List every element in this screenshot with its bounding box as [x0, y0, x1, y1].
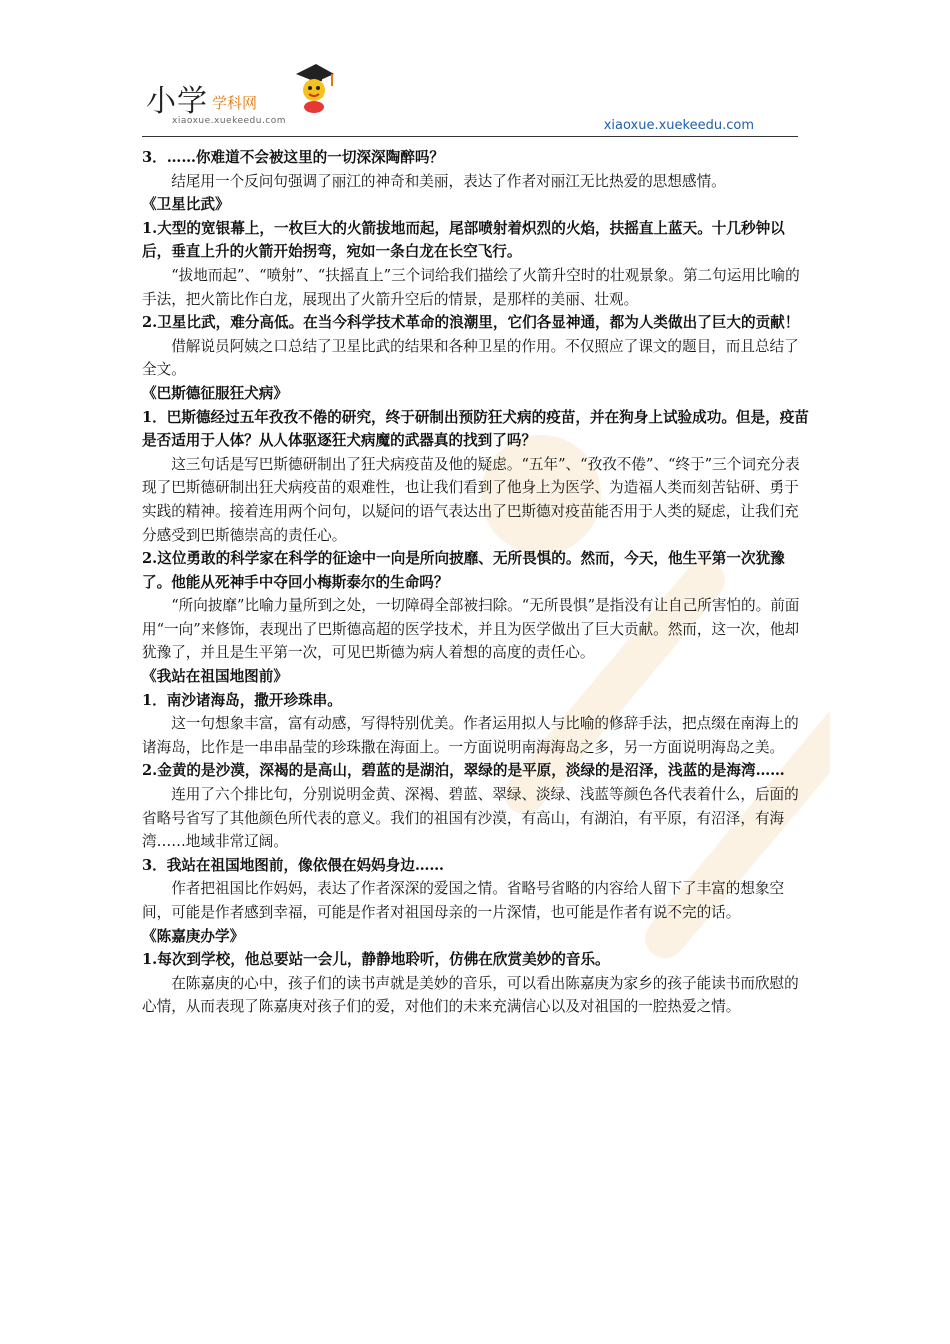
section-title: 《巴斯德征服狂犬病》 — [142, 384, 288, 402]
document-body — [142, 146, 812, 1019]
site-url[interactable]: xiaoxue.xuekeedu.com — [603, 118, 754, 133]
quoted-sentence: 1.大型的宽银幕上，一枚巨大的火箭拔地而起，尾部喷射着炽烈的火焰，扶摇直上蓝天。十几秒钟以后，垂直上升的火箭开始拐弯，宛如一条白龙在长空飞行。 — [142, 219, 785, 261]
page-header — [142, 58, 798, 138]
quoted-sentence: 3．……你难道不会被这里的一切深深陶醉吗？ — [142, 149, 445, 166]
quoted-sentence: 1．南沙诸海岛，撒开珍珠串。 — [142, 691, 342, 709]
analysis-paragraph: 连用了六个排比句，分别说明金黄、深褐、碧蓝、翠绿、淡绿、浅蓝等颜色各代表着什么，后面的省略号省写了其他颜色所代表的意义。我们的祖国有沙漠，有高山，有湖泊，有平原，有沼泽，有海湾……地域非常辽阔。 — [142, 786, 799, 851]
quoted-sentence: 1.每次到学校，他总要站一会儿，静静地聆听，仿佛在欣赏美妙的音乐。 — [142, 951, 610, 969]
quoted-sentence: 2.金黄的是沙漠，深褐的是高山，碧蓝的是湖泊，翠绿的是平原，淡绿的是沼泽，浅蓝的是海湾…… — [142, 762, 785, 780]
analysis-paragraph: 这一句想象丰富，富有动感，写得特别优美。作者运用拟人与比喻的修辞手法，把点缀在南海上的诸海岛，比作是一串串晶莹的珍珠撒在海面上。一方面说明南海海岛之多，另一方面说明海岛之美。 — [142, 715, 799, 756]
quoted-sentence: 3．我站在祖国地图前，像依偎在妈妈身边…… — [142, 856, 445, 874]
analysis-paragraph: 这三句话是写巴斯德研制出了狂犬病疫苗及他的疑虑。“五年”、“孜孜不倦”、“终于”三个词充分表现了巴斯德研制出狂犬病疫苗的艰难性，也让我们看到了他身上为医学、为造福人类而刻苦钻研、勇于实践的精神。接着连用两个问句，以疑问的语气表达出了巴斯德对疫苗能否用于人类的疑虑，让我们充分感受到巴斯德崇高的责任心。 — [142, 455, 800, 544]
quoted-sentence: 2.这位勇敢的科学家在科学的征途中一向是所向披靡、无所畏惧的。然而，今天，他生平第一次犹豫了。他能从死神手中夺回小梅斯泰尔的生命吗？ — [142, 550, 785, 591]
analysis-paragraph: 在陈嘉庚的心中，孩子们的读书声就是美妙的音乐，可以看出陈嘉庚为家乡的孩子能读书而欣慰的心情，从而表现了陈嘉庚对孩子们的爱，对他们的未来充满信心以及对祖国的一腔热爱之情。 — [142, 974, 799, 1016]
quoted-sentence: 1．巴斯德经过五年孜孜不倦的研究，终于研制出预防狂犬病的疫苗，并在狗身上试验成功。但是，疫苗是否适用于人体？从人体驱逐狂犬病魔的武器真的找到了吗？ — [142, 408, 809, 450]
logo-sub-text: xiaoxue.xuekeedu.com — [172, 116, 287, 126]
site-logo — [142, 58, 362, 134]
analysis-paragraph: 结尾用一个反问句强调了丽江的神奇和美丽，表达了作者对丽江无比热爱的思想感情。 — [171, 172, 726, 190]
analysis-paragraph: 借解说员阿姨之口总结了卫星比武的结果和各种卫星的作用。不仅照应了课文的题目，而且总结了全文。 — [142, 337, 799, 379]
analysis-paragraph: “拔地而起”、“喷射”、“扶摇直上”三个词给我们描绘了火箭升空时的壮观景象。第二句运用比喻的手法，把火箭比作白龙，展现出了火箭升空后的情景，是那样的美丽、壮观。 — [142, 266, 800, 308]
analysis-paragraph: 作者把祖国比作妈妈，表达了作者深深的爱国之情。省略号省略的内容给人留下了丰富的想象空间，可能是作者感到幸福，可能是作者对祖国母亲的一片深情，也可能是作者有说不完的话。 — [142, 880, 785, 921]
section-title: 《我站在祖国地图前》 — [142, 668, 288, 686]
section-title: 《陈嘉庚办学》 — [142, 927, 245, 945]
analysis-paragraph: “所向披靡”比喻力量所到之处，一切障碍全部被扫除。“无所畏惧”是指没有让自己所害怕的。前面用“一向”来修饰，表现出了巴斯德高超的医学技术，并且为医学做出了巨大贡献。然而，这一次，他却犹豫了，并且是生平第一次，可见巴斯德为病人着想的高度的责任心。 — [142, 597, 800, 662]
quoted-sentence: 2.卫星比武，难分高低。在当今科学技术革命的浪潮里，它们各显神通，都为人类做出了巨大的贡献！ — [142, 314, 800, 332]
header-divider — [142, 136, 798, 137]
mascot-icon — [290, 62, 336, 114]
logo-main-text: 小学 — [146, 84, 208, 119]
logo-cn-text: 学科网 — [212, 94, 258, 112]
section-title: 《卫星比武》 — [142, 196, 230, 214]
